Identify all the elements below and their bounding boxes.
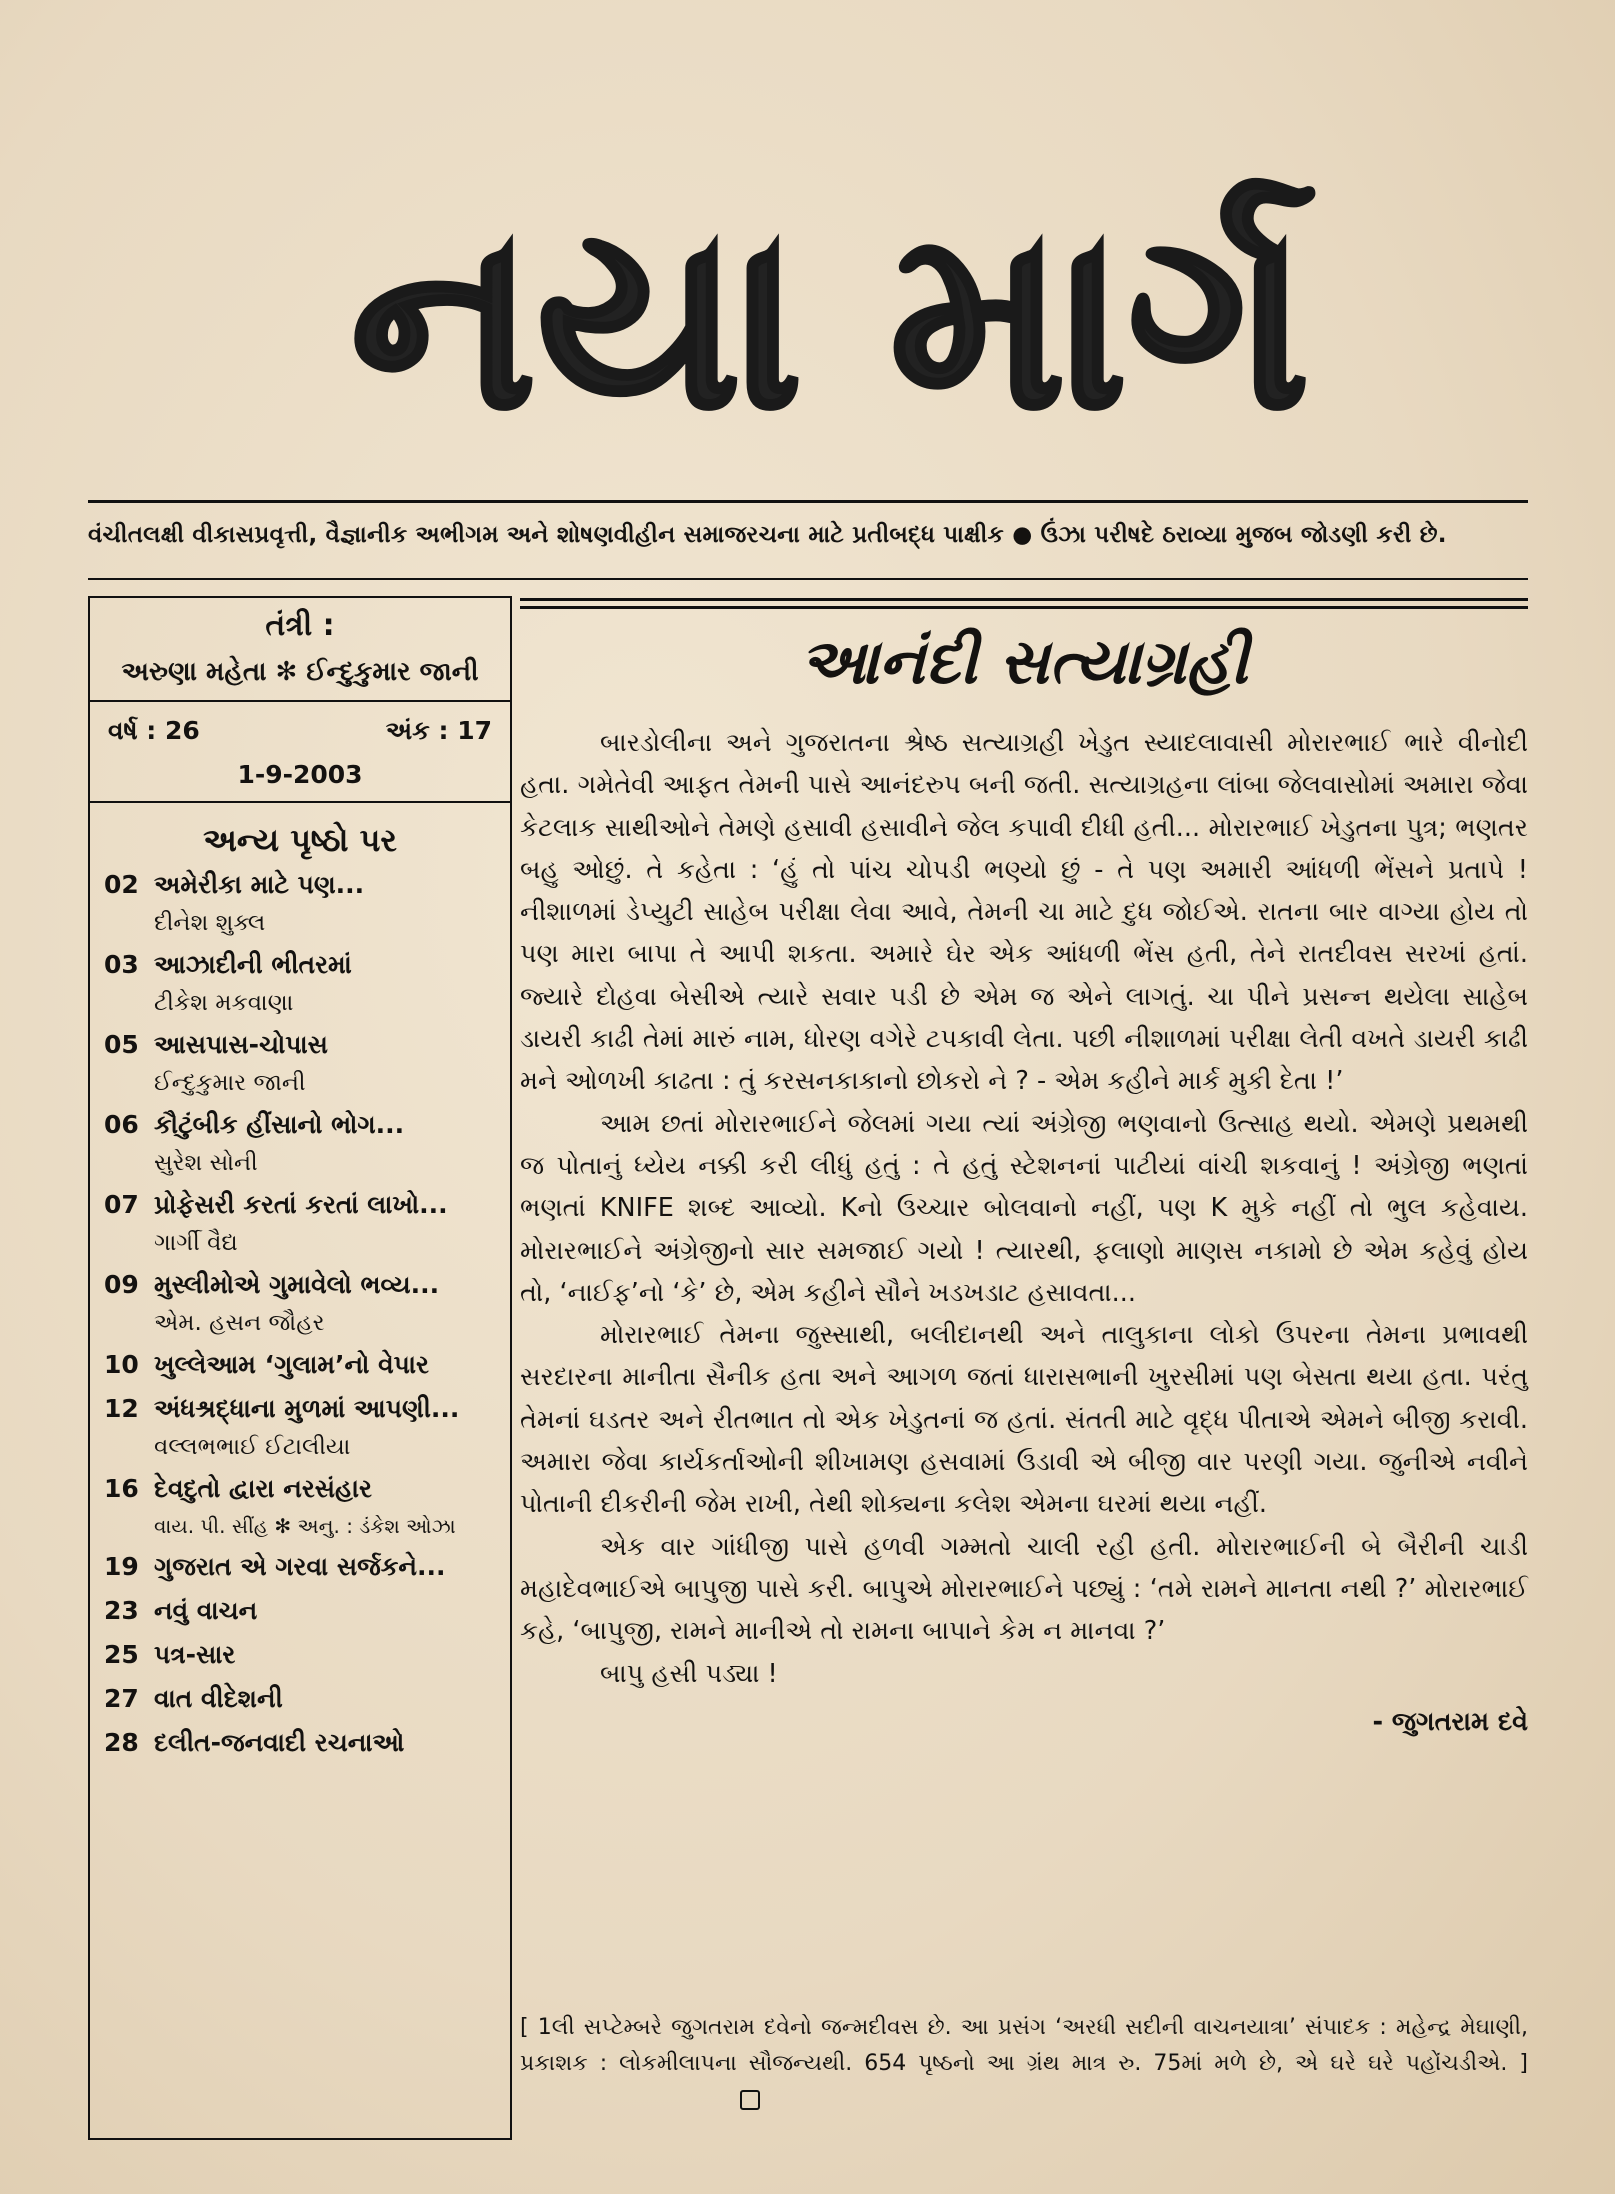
toc-line [104,1190,496,1220]
tagline-rule-bottom [88,578,1528,580]
toc-author: વલ્લભભાઈ ઈટાલીયા [154,1434,351,1460]
toc-line [104,1270,496,1300]
toc-page-number: 06 [104,1110,139,1139]
toc-title-text: ગુજરાત એ ગરવા સર્જકને... [154,1552,446,1581]
tagline: વંચીતલક્ષી વીકાસપ્રવૃત્તી, વૈજ્ઞાનીક અભીગમ અને શોષણવીહીન સમાજરચના માટે પ્રતીબદ્ધ પાક્ષીક ● ઉંઝા પરીષદે ઠરાવ્યા મુજબ જોડણી કરી છે. [88,522,1447,548]
toc-title-text: દલીત-જનવાદી રચનાઓ [154,1728,405,1757]
issue-date: 1-9-2003 [90,746,510,803]
tagline-rule-top [88,500,1528,503]
toc-page-number: 12 [104,1394,139,1423]
toc-line [104,1596,496,1626]
masthead-logo [230,150,1420,450]
article-body [520,722,1528,1743]
toc-item [90,1640,510,1670]
toc-line [104,1350,496,1380]
toc-item [90,1394,510,1460]
toc-item [90,1474,510,1538]
toc-title-text: વાત વીદેશની [154,1684,283,1713]
toc-line [104,1728,496,1758]
paragraph: આમ છતાં મોરારભાઈને જેલમાં ગયા ત્યાં અંગ્રેજી ભણવાનો ઉત્સાહ થયો. એમણે પ્રથમથી જ પોતાનું ધ્યેય નક્કી કરી લીધું હતું : તે હતું સ્ટેશનનાં પાટીયાં વાંચી શકવાનું ! અંગ્રેજી ભણતાં ભણતાં KNIFE શબ્દ આવ્યો. Kનો ઉચ્ચાર બોલવાનો નહીં, પણ K મુકે નહીં તો ભુલ કહેવાય. મોરારભાઈને અંગ્રેજીનો સાર સમજાઈ ગયો ! ત્યારથી, ફલાણો માણસ નકામો છે એમ કહેવું હોય તો, ‘નાઈફ’નો ‘કે’ છે, એમ કહીને સૌને ખડખડાટ હસાવતા... [520,1108,1528,1308]
masthead-title: નયા માર્ગ [350,173,1310,450]
toc-item [90,1350,510,1380]
toc-item [90,1552,510,1582]
toc-author: વાય. પી. સીંહ ✻ અનુ. : ડંકેશ ઓઝા [154,1514,456,1538]
toc-line [104,1684,496,1714]
toc-page-number: 09 [104,1270,139,1299]
toc-title-text: પ્રોફેસરી કરતાં કરતાં લાખો... [154,1190,448,1219]
issue-label: અંક : 17 [385,716,492,745]
footnote-text: [ 1લી સપ્ટેમ્બરે જુગતરામ દવેનો જન્મદીવસ છે. આ પ્રસંગ ‘અરધી સદીની વાચનયાત્રા’ સંપાદક : મહેન્દ્ર મેઘાણી, પ્રકાશક : લોકમીલાપના સૌજન્યથી. 654 પૃષ્ઠનો આ ગ્રંથ માત્ર રુ. 75માં મળે છે, એ ઘરે ઘરે પહોંચડીએ. ] [520,2015,1528,2076]
toc-title-text: કૌટુંબીક હીંસાનો ભોગ... [154,1110,405,1139]
toc-author: ટીકેશ મકવાણા [154,990,294,1016]
paragraph: મોરારભાઈ તેમના જુસ્સાથી, બલીદાનથી અને તાલુકાના લોકો ઉપરના તેમના પ્રભાવથી સરદારના માનીતા સૈનીક હતા અને આગળ જતાં ધારાસભાની ખુરસીમાં પણ બેસતા થયા હતા. પરંતુ તેમનાં ઘડતર અને રીતભાત તો એક ખેડુતનાં જ હતાં. સંતતી માટે વૃદ્ધ પીતાએ એમને બીજી કરાવી. અમારા જેવા કાર્યકર્તાઓની શીખામણ હસવામાં ઉડાવી એ બીજી વાર પરણી ગયા. જુનીએ નવીને પોતાની દીકરીની જેમ રાખી, તેથી શોક્યના કલેશ એમના ઘરમાં થયા નહીં. [520,1320,1528,1520]
toc-line [104,1640,496,1670]
toc-author: ગાર્ગી વૈદ્ય [154,1230,238,1256]
toc-page-number: 05 [104,1030,139,1059]
toc-line [104,1110,496,1140]
toc-title-text: દેવદુતો દ્વારા નરસંહાર [154,1474,372,1503]
toc-item [90,870,510,936]
toc-item [90,1110,510,1176]
toc-line [104,1030,496,1060]
toc-author: એમ. હસન જૌહર [154,1310,325,1336]
toc-line [104,950,496,980]
toc-page-number: 07 [104,1190,139,1219]
toc-line [104,1474,496,1504]
toc-page-number: 03 [104,950,139,979]
editors: અરુણા મહેતા ✻ ઈન્દુકુમાર જાની [90,657,510,702]
toc-item [90,1596,510,1626]
article-title: આનંદી સત્યાગ્રહી [799,625,1249,698]
toc-page-number: 10 [104,1350,139,1379]
toc-item [90,1270,510,1336]
toc-page-number: 25 [104,1640,139,1669]
editor-label: તંત્રી : [265,608,335,643]
toc-item [90,1030,510,1096]
year-label: વર્ષ : 26 [108,716,200,745]
table-of-contents [90,870,510,1758]
toc-page-number: 19 [104,1552,139,1581]
toc-author: ઈન્દુકુમાર જાની [154,1070,306,1096]
toc-title-text: મુસ્લીમોએ ગુમાવેલો ભવ્ય... [154,1270,440,1299]
toc-title: અન્ય પૃષ્ઠો પર [203,821,397,859]
toc-item [90,1728,510,1758]
issue-row [90,702,510,746]
toc-page-number: 28 [104,1728,139,1757]
toc-item [90,950,510,1016]
toc-author: સુરેશ સોની [154,1150,258,1176]
article-rules [520,598,1528,614]
toc-author: દીનેશ શુક્લ [154,910,266,936]
toc-line [104,870,496,900]
footnote [520,2010,1528,2118]
toc-line [104,1394,496,1424]
toc-title-text: નવું વાચન [154,1596,258,1625]
toc-title-text: અંધશ્રદ્ધાના મુળમાં આપણી... [154,1394,460,1423]
toc-title-text: અમેરીકા માટે પણ... [154,870,365,899]
toc-title-text: પત્ર-સાર [154,1640,236,1669]
masthead [230,150,1420,450]
end-mark-icon [740,2090,760,2110]
toc-item [90,1684,510,1714]
toc-page-number: 23 [104,1596,139,1625]
toc-page-number: 16 [104,1474,139,1503]
toc-title-text: ખુલ્લેઆમ ‘ગુલામ’નો વેપાર [154,1350,429,1379]
toc-page-number: 27 [104,1684,139,1713]
toc-title-text: આસપાસ-ચોપાસ [154,1030,328,1059]
paragraph: એક વાર ગાંધીજી પાસે હળવી ગમ્મતો ચાલી રહી હતી. મોરારભાઈની બે બૈરીની ચાડી મહાદેવભાઈએ બાપુજી પાસે કરી. બાપુએ મોરારભાઈને પછ્યું : ‘તમે રામને માનતા નથી ?’ મોરારભાઈ કહે, ‘બાપુજી, રામને માનીએ તો રામના બાપાને કેમ ન માનવા ?’ [520,1531,1528,1647]
toc-title-text: આઝાદીની ભીતરમાં [154,950,352,979]
paragraph: બાપુ હસી પડ્યા ! [600,1658,778,1689]
sidebar-box [88,596,512,2140]
toc-line [104,1552,496,1582]
toc-page-number: 02 [104,870,139,899]
paragraph: બારડોલીના અને ગુજરાતના શ્રેષ્ઠ સત્યાગ્રહી ખેડુત સ્યાદલાવાસી મોરારભાઈ ભારે વીનોદી હતા. ગમેતેવી આફત તેમની પાસે આનંદરુપ બની જતી. સત્યાગ્રહના લાંબા જેલવાસોમાં અમારા જેવા કેટલાક સાથીઓને તેમણે હસાવી હસાવીને જેલ કપાવી દીધી હતી... મોરારભાઈ ખેડુતના પુત્ર; ભણતર બહુ ઓછું. તે કહેતા : ‘હું તો પાંચ ચોપડી ભણ્યો છું - તે પણ અમારી આંધળી ભેંસને પ્રતાપે ! નીશાળમાં ડેપ્યુટી સાહેબ પરીક્ષા લેવા આવે, તેમની ચા માટે દુધ જોઈએ. રાતના બાર વાગ્યા હોય તો પણ મારા બાપા તે આપી શકતા. અમારે ઘેર એક આંધળી ભેંસ હતી, તેને રાતદીવસ સરખાં હતાં. જ્યારે દોહવા બેસીએ ત્યારે સવાર પડી છે એમ જ એને લાગતું. ચા પીને પ્રસન્ન થયેલા સાહેબ ડાયરી કાઢી તેમાં મારું નામ, ધોરણ વગેરે ટપકાવી લેતા. પછી નીશાળમાં પરીક્ષા લેતી વખતે ડાયરી કાઢી મને ઓળખી કાઢતા : તું કરસનકાકાનો છોકરો ને ? - એમ કહીને માર્ક મુકી દેતા !’ [520,728,1528,1097]
author-signature: - જુગતરામ દવે [1372,1706,1528,1737]
toc-item [90,1190,510,1256]
